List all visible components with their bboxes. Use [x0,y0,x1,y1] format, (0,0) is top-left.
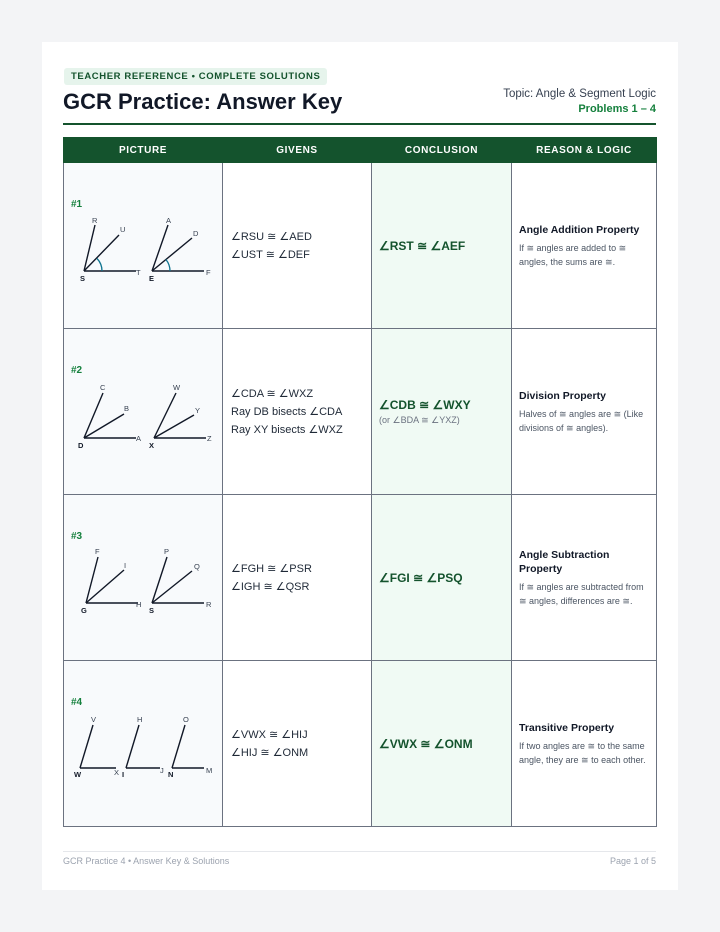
table-row [64,329,657,495]
vertex-label: M [206,766,213,775]
reason-title: Transitive Property [519,721,615,734]
conclusion-statement: ∠RST ≅ ∠AEF [379,238,466,253]
vertex-label: P [164,547,170,556]
column-header-picture: PICTURE [64,138,223,163]
picture-cell [64,163,223,329]
vertex-label: A [136,434,142,443]
vertex-label: G [81,606,87,615]
table-row [64,495,657,661]
angle-diagram [64,329,222,494]
conclusion-cell [372,163,512,329]
vertex-label: O [183,715,189,724]
given-statement: ∠RSU ≅ ∠AED [231,230,312,243]
givens-cell [223,495,372,661]
given-statement: ∠CDA ≅ ∠WXZ [231,387,314,400]
given-statement: Ray XY bisects ∠WXZ [231,423,343,436]
column-header-givens: GIVENS [223,138,372,163]
picture-cell [64,329,223,495]
vertex-label: Y [195,406,201,415]
problem-number: #1 [71,199,83,210]
page-title: GCR Practice: Answer Key [63,89,343,114]
angle-diagram [64,661,222,826]
vertex-label: F [206,268,211,277]
vertex-label: W [74,770,82,779]
vertex-label: C [100,383,106,392]
vertex-label: X [114,768,120,777]
reason-text: If two angles are ≅ to the same angle, they are ≅ to each other. [519,740,646,765]
problem-number: #2 [71,365,83,376]
vertex-label: S [149,606,155,615]
givens-cell [223,661,372,827]
problems-range: Problems 1 – 4 [578,103,656,115]
vertex-label: D [193,229,199,238]
reason-text: If ≅ angles are subtracted from ≅ angles, differences are ≅. [519,581,644,606]
reason-cell [512,329,657,495]
given-statement: ∠VWX ≅ ∠HIJ [231,728,308,741]
vertex-label: R [206,600,212,609]
angle-diagram [64,163,222,328]
page-number: Page 1 of 5 [609,856,656,866]
vertex-label: V [91,715,97,724]
reason-text: If ≅ angles are added to ≅ angles, the sums are ≅. [519,242,627,267]
reason-title: Angle Subtraction Property [519,548,610,575]
givens-cell [223,163,372,329]
footer-left: GCR Practice 4 • Answer Key & Solutions [63,856,230,866]
picture-cell [64,661,223,827]
conclusion-cell [372,329,512,495]
reason-cell [512,163,657,329]
reason-text: Halves of ≅ angles are ≅ (Like divisions of ≅ angles). [519,408,644,433]
given-statement: ∠FGH ≅ ∠PSR [231,562,312,575]
conclusion-cell [372,495,512,661]
vertex-label: E [149,274,155,283]
reason-cell [512,661,657,827]
vertex-label: D [78,441,84,450]
given-statement: Ray DB bisects ∠CDA [231,405,343,418]
header-divider [63,123,656,125]
vertex-label: N [168,770,174,779]
conclusion-note: (or ∠BDA ≅ ∠YXZ) [379,414,460,425]
vertex-label: I [122,770,125,779]
given-statement: ∠UST ≅ ∠DEF [231,248,310,261]
conclusion-statement: ∠CDB ≅ ∠WXY [379,397,471,412]
topic-label: Topic: Angle & Segment Logic [503,88,656,100]
reason-cell [512,495,657,661]
vertex-label: B [124,404,130,413]
reason-title: Division Property [519,389,606,402]
conclusion-statement: ∠FGI ≅ ∠PSQ [379,570,463,585]
problem-number: #3 [71,531,83,542]
table-row [64,163,657,329]
vertex-label: I [124,561,127,570]
problem-number: #4 [71,697,83,708]
reason-title: Angle Addition Property [519,223,640,236]
answer-table [63,137,657,827]
conclusion-cell [372,661,512,827]
angle-diagram [64,495,222,660]
vertex-label: U [120,225,126,234]
teacher-reference-badge: TEACHER REFERENCE • COMPLETE SOLUTIONS [64,68,327,85]
vertex-label: Z [207,434,212,443]
vertex-label: F [95,547,100,556]
given-statement: ∠IGH ≅ ∠QSR [231,580,310,593]
vertex-label: H [137,715,143,724]
vertex-label: R [92,216,98,225]
column-header-conclusion: CONCLUSION [372,138,512,163]
footer-divider [63,851,656,852]
picture-cell [64,495,223,661]
given-statement: ∠HIJ ≅ ∠ONM [231,746,309,759]
vertex-label: X [149,441,155,450]
vertex-label: H [136,600,142,609]
answer-key-page [42,42,678,890]
vertex-label: J [160,766,164,775]
conclusion-statement: ∠VWX ≅ ∠ONM [379,736,473,751]
table-row [64,661,657,827]
table-header-row [64,138,657,163]
column-header-reason: REASON & LOGIC [512,138,657,163]
vertex-label: Q [194,562,200,571]
vertex-label: S [80,274,86,283]
vertex-label: A [166,216,172,225]
vertex-label: W [173,383,181,392]
vertex-label: T [136,268,141,277]
givens-cell [223,329,372,495]
